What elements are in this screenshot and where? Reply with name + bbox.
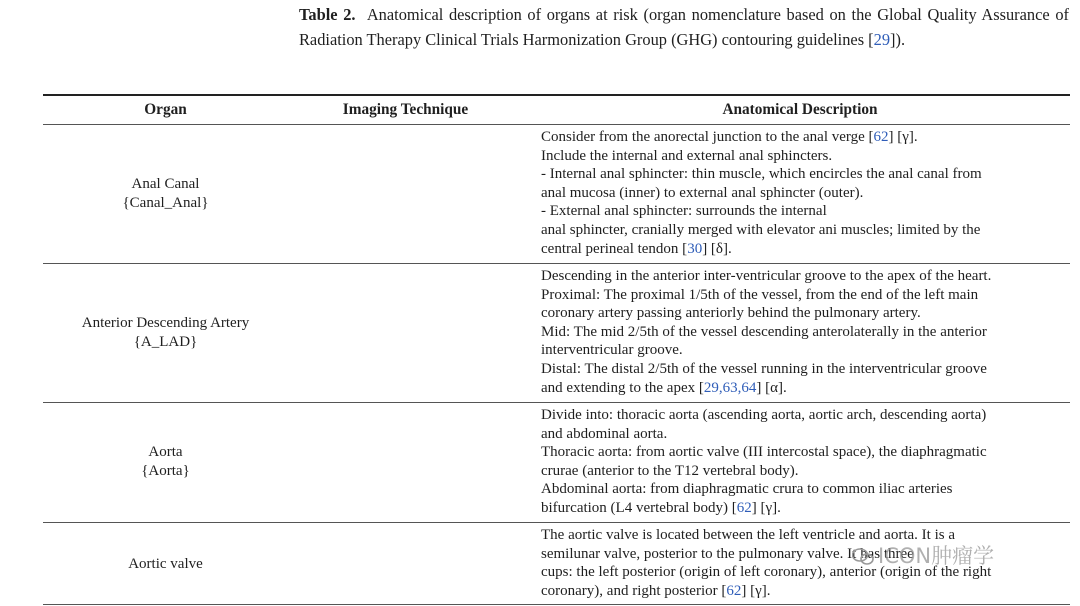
description-line: [541, 165, 1066, 184]
description-text: Proximal: The proximal 1/5th of the vessel, from the end of the left main: [541, 286, 979, 303]
row-divider: [43, 604, 1070, 605]
description-line: [541, 406, 1066, 425]
description-text: Consider from the anorectal junction to the anal verge [: [541, 129, 874, 145]
description-line: [541, 425, 1066, 444]
row-divider: [43, 402, 1070, 403]
description-line: [541, 202, 1066, 221]
description-line: [541, 443, 1066, 462]
description-line: [541, 221, 1066, 240]
organ-cell: [43, 314, 288, 351]
description-text: Divide into: thoracic aorta (ascending aorta, aortic arch, descending aorta): [541, 407, 987, 423]
header-rule: [43, 124, 1070, 125]
description-text: bifurcation (L4 vertebral body) [: [541, 499, 737, 516]
description-text: coronary artery passing anteriorly behind the pulmonary artery.: [541, 305, 921, 322]
description-text: and extending to the apex [: [541, 379, 704, 396]
organ-code: {A_LAD}: [133, 333, 198, 350]
description-line: [541, 480, 1066, 499]
description-text: Thoracic aorta: from aortic valve (III intercostal space), the diaphragmatic: [541, 444, 987, 461]
description-text: ] [δ].: [702, 240, 732, 257]
organ-cell: [43, 175, 288, 212]
organ-name: Aortic valve: [128, 556, 203, 572]
description-text: central perineal tendon [: [541, 240, 688, 257]
description-line: [541, 563, 1066, 582]
citation-link[interactable]: 30: [687, 240, 703, 257]
description-text: and abdominal aorta.: [541, 425, 668, 442]
organ-code: {Canal_Anal}: [122, 194, 209, 211]
description-line: [541, 323, 1066, 342]
description-line: [541, 147, 1066, 166]
description-line: [541, 184, 1066, 203]
description-text: semilunar valve, posterior to the pulmonary valve. It has three: [541, 545, 914, 562]
description-line: [541, 545, 1066, 564]
citation-link[interactable]: 62: [736, 499, 752, 516]
description-line: [541, 240, 1066, 259]
table-caption: [299, 3, 1069, 52]
row-divider: [43, 263, 1070, 264]
citation-link[interactable]: 29: [873, 29, 891, 49]
description-text: ] [γ].: [751, 499, 781, 516]
column-header-imaging: Imaging Technique: [342, 101, 469, 118]
description-line: [541, 499, 1066, 518]
table-label: Table 2.: [299, 5, 356, 24]
description-text: anal sphincter, cranially merged with elevator ani muscles; limited by the: [541, 221, 981, 238]
description-text: Abdominal aorta: from diaphragmatic crura to common iliac arteries: [541, 481, 953, 498]
description-line: [541, 286, 1066, 305]
description-text: cups: the left posterior (origin of left coronary), anterior (origin of the right: [541, 564, 992, 581]
description-line: [541, 267, 1066, 286]
description-text: crurae (anterior to the T12 vertebral body).: [541, 462, 799, 479]
description-line: [541, 304, 1066, 323]
citation-link[interactable]: 29,63,64: [703, 379, 757, 396]
description-text: Include the internal and external anal sphincters.: [541, 147, 833, 164]
description-line: [541, 526, 1066, 545]
description-cell: [541, 267, 1066, 397]
description-text: ] [γ].: [741, 582, 771, 599]
organ-cell: [43, 555, 288, 574]
description-line: [541, 462, 1066, 481]
organ-name: Anterior Descending Artery: [81, 315, 250, 331]
description-text: ] [γ].: [888, 129, 918, 145]
citation-link[interactable]: 62: [873, 129, 889, 145]
description-cell: [541, 526, 1066, 600]
citation-link[interactable]: 62: [726, 582, 742, 599]
description-text: coronary), and right posterior [: [541, 582, 727, 599]
description-line: [541, 582, 1066, 601]
column-header-organ: Organ: [144, 101, 187, 118]
description-cell: [541, 128, 1066, 258]
description-text: interventricular groove.: [541, 342, 683, 359]
table-top-rule: [43, 94, 1070, 96]
description-text: Descending in the anterior inter-ventricular groove to the apex of the heart.: [541, 268, 992, 284]
watermark-text: ICON肿瘤学: [878, 544, 995, 568]
description-text: ] [α].: [756, 379, 787, 396]
column-header-description: Anatomical Description: [722, 101, 878, 118]
description-line: [541, 128, 1066, 147]
description-cell: [541, 406, 1066, 518]
description-line: [541, 341, 1066, 360]
description-text: Distal: The distal 2/5th of the vessel running in the interventricular groove: [541, 360, 987, 377]
description-text: Mid: The mid 2/5th of the vessel descending anterolaterally in the anterior: [541, 323, 987, 340]
description-text: anal mucosa (inner) to external anal sphincter (outer).: [541, 184, 864, 201]
organ-name: Anal Canal: [131, 176, 200, 192]
caption-text-end: ]).: [890, 29, 906, 49]
organ-cell: [43, 443, 288, 480]
organ-code: {Aorta}: [141, 462, 190, 479]
description-line: [541, 379, 1066, 398]
description-text: - External anal sphincter: surrounds the internal: [541, 203, 827, 220]
description-line: [541, 360, 1066, 379]
description-text: - Internal anal sphincter: thin muscle, which encircles the anal canal from: [541, 166, 982, 183]
row-divider: [43, 522, 1070, 523]
organ-name: Aorta: [148, 444, 183, 460]
caption-text: Anatomical description of organs at risk (organ nomenclature based on the Global Quality Assurance of Radiation Therapy Clinical Trials Harmonization Group (GHG) contouring guidelines [: [299, 5, 1069, 49]
description-text: The aortic valve is located between the left ventricle and aorta. It is a: [541, 527, 955, 543]
